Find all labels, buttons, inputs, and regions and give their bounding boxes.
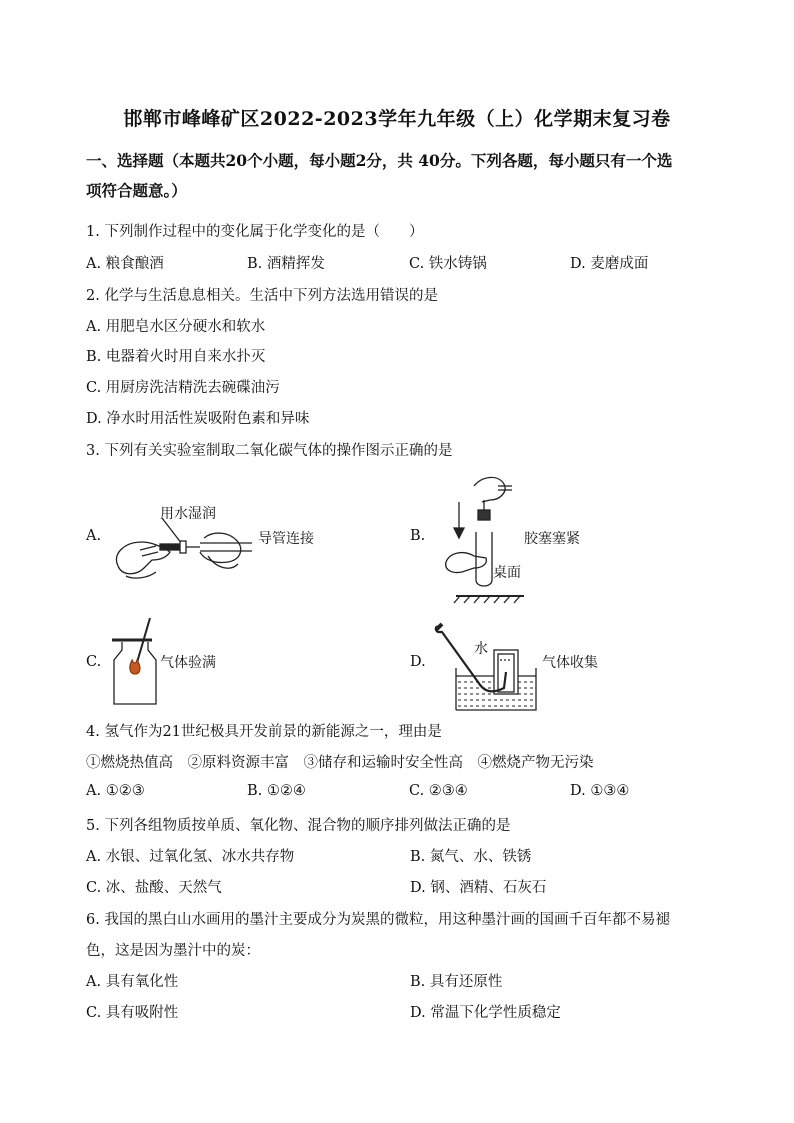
q6-stem-line2: 色，这是因为墨汁中的炭： — [86, 943, 260, 959]
q6-option-d: D. 常温下化学性质稳定 — [410, 1005, 561, 1021]
q1-option-c: C. 铁水铸锅 — [409, 256, 487, 272]
q1-option-b: B. 酒精挥发 — [247, 256, 325, 272]
q2-option-a: A. 用肥皂水区分硬水和软水 — [86, 319, 266, 335]
q2-option-d: D. 净水时用活性炭吸附色素和异味 — [86, 411, 310, 427]
q4-option-c: C. ②③④ — [409, 783, 468, 799]
q2-option-b: B. 电器着火时用自来水扑灭 — [86, 349, 266, 365]
q5-option-d: D. 钢、酒精、石灰石 — [410, 880, 547, 896]
page-title: 邯郸市峰峰矿区2022-2023学年九年级（上）化学期末复习卷 — [123, 108, 671, 130]
q3-b-label-desk: 桌面 — [493, 565, 521, 581]
q3-a-figure — [104, 516, 254, 584]
section-heading-line2: 项符合题意。） — [86, 181, 187, 200]
q5-option-b: B. 氮气、水、铁锈 — [410, 849, 532, 865]
q6-option-b: B. 具有还原性 — [410, 974, 503, 990]
q3-a-label-connect: 导管连接 — [258, 531, 314, 547]
q5-option-a: A. 水银、过氧化氢、冰水共存物 — [86, 849, 295, 865]
q3-stem: 3. 下列有关实验室制取二氧化碳气体的操作图示正确的是 — [86, 443, 453, 459]
q3-b-figure — [438, 472, 528, 604]
q1-option-d: D. 麦磨成面 — [570, 256, 649, 272]
q2-option-c: C. 用厨房洗洁精洗去碗碟油污 — [86, 380, 280, 396]
q3-b-label-stopper: 胶塞塞紧 — [524, 531, 580, 547]
q1-option-a: A. 粮食酿酒 — [86, 256, 164, 272]
q3-c-letter: C. — [86, 654, 102, 670]
q6-stem-line1: 6. 我国的黑白山水画用的墨汁主要成分为炭黑的微粒，用这种墨汁画的国画千百年都不易褪 — [86, 912, 670, 928]
q3-d-label-water: 水 — [474, 641, 488, 657]
q4-reasons: ①燃烧热值高 ②原料资源丰富 ③储存和运输时安全性高 ④燃烧产物无污染 — [86, 755, 594, 771]
q3-c-label-test: 气体验满 — [160, 655, 216, 671]
q4-stem: 4. 氢气作为21世纪极具开发前景的新能源之一，理由是 — [86, 724, 442, 740]
section-heading — [86, 146, 726, 206]
q3-d-figure — [432, 620, 542, 712]
q4-option-a: A. ①②③ — [86, 783, 145, 799]
q4-option-d: D. ①③④ — [570, 783, 630, 799]
q3-a-label-wet: 用水湿润 — [160, 506, 216, 522]
q1-stem: 1. 下列制作过程中的变化属于化学变化的是（ ） — [86, 224, 424, 240]
q6-option-a: A. 具有氧化性 — [86, 974, 179, 990]
q3-d-label-collect: 气体收集 — [542, 655, 598, 671]
q5-stem: 5. 下列各组物质按单质、氧化物、混合物的顺序排列做法正确的是 — [86, 818, 511, 834]
q3-a-letter: A. — [86, 528, 102, 544]
q2-stem: 2. 化学与生活息息相关。生活中下列方法选用错误的是 — [86, 288, 438, 304]
q6-option-c: C. 具有吸附性 — [86, 1005, 179, 1021]
q3-d-letter: D. — [410, 654, 426, 670]
q4-option-b: B. ①②④ — [247, 783, 306, 799]
section-heading-line1: 一、选择题（本题共20个小题，每小题2分，共 40分。下列各题，每小题只有一个选 — [86, 151, 673, 170]
q3-c-figure — [108, 616, 160, 708]
q3-b-letter: B. — [410, 528, 426, 544]
q5-option-c: C. 冰、盐酸、天然气 — [86, 880, 222, 896]
